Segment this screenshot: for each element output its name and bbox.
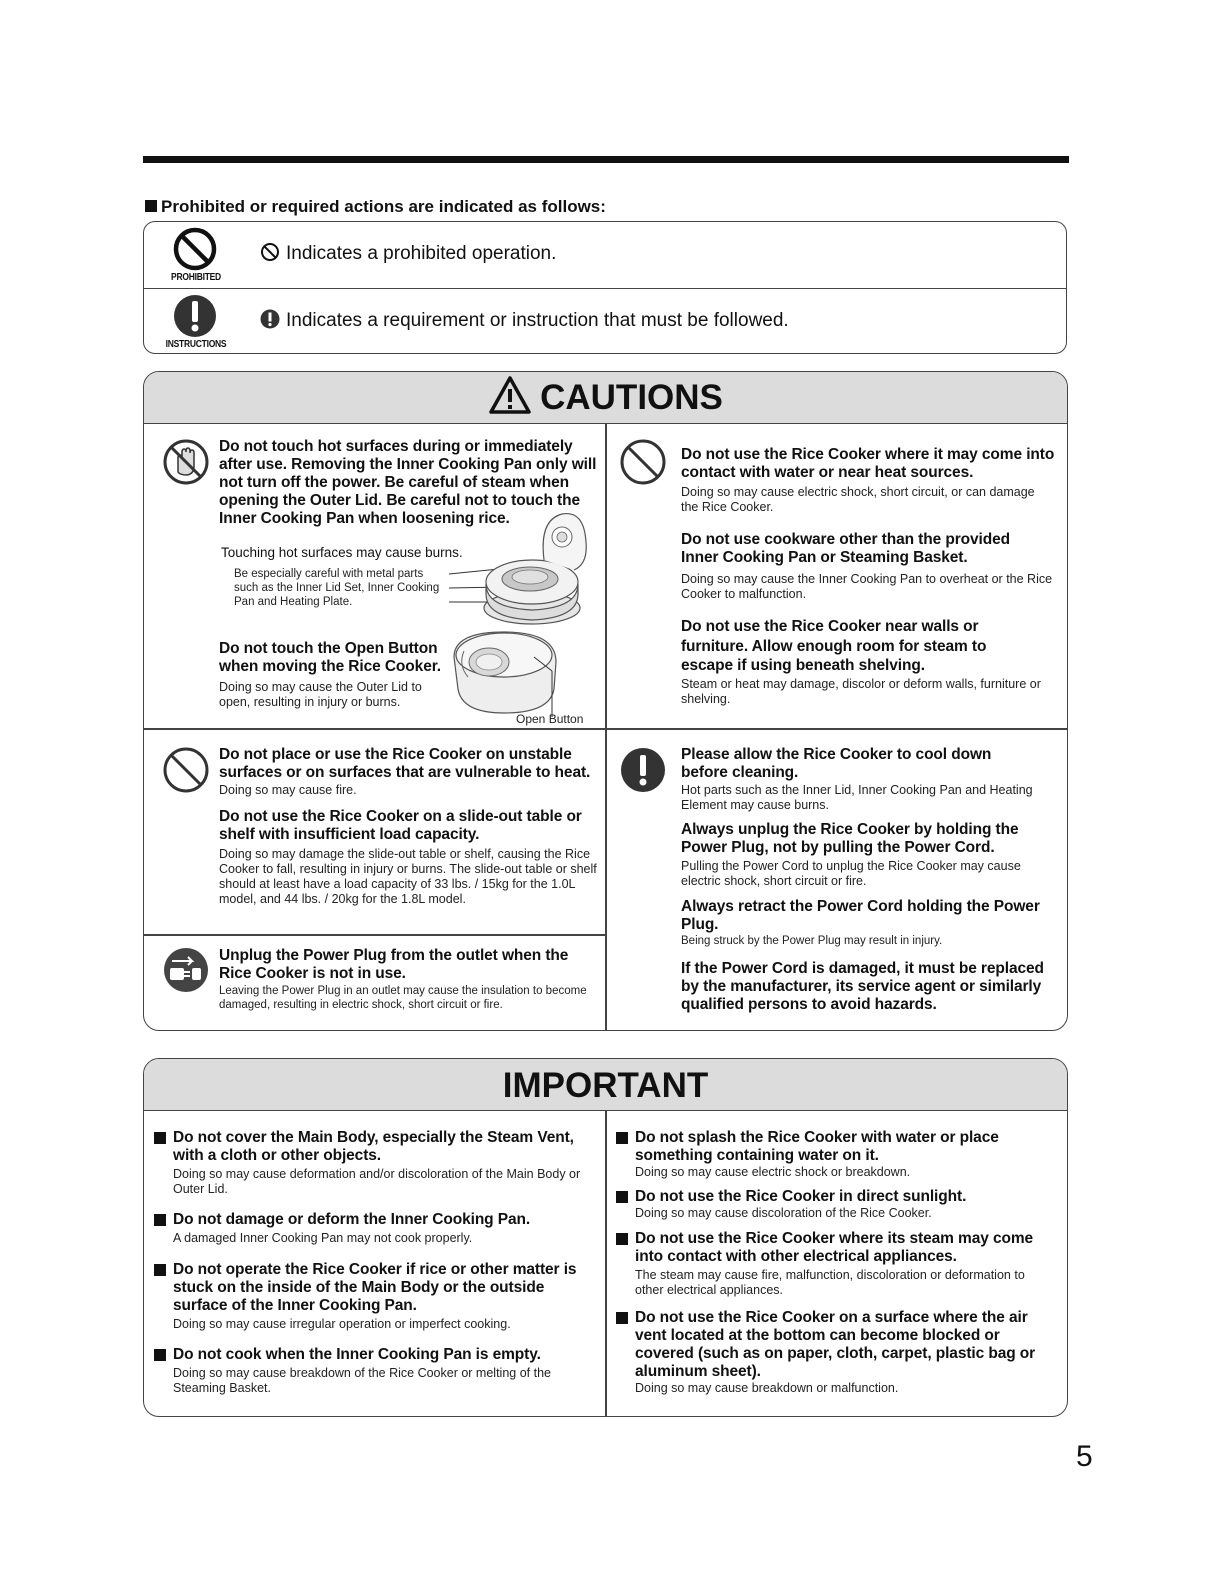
bullet-square-icon [154,1214,166,1226]
important-item-left-4 [154,1346,599,1396]
caution-slide-out-body: Doing so may damage the slide-out table or shelf, causing the Rice Cooker to fall, resulting in injury or burns. The slide-out table or shelf should at least have a load capacity of 33 lbs. / 15kg for the 1.0L model, and 44 lbs. / 20kg for the 1.8L model. [219,847,597,906]
caution-water-heat-heading: Do not use the Rice Cooker where it may come into contact with water or near heat sources. [681,446,1055,481]
cautions-header: CAUTIONS [144,372,1067,424]
important-header: IMPORTANT [144,1059,1067,1111]
caution-unplug-body: Leaving the Power Plug in an outlet may cause the insulation to become damaged, resulting in electric shock, short circuit or fire. [219,985,587,1011]
caution-hot-surfaces-heading: Do not touch hot surfaces during or immediately after use. Removing the Inner Cooking Pan only will not turn off the power. Be careful of steam when opening the Outer Lid. Be careful not to touch the Inner Cooking Pan when loosening rice. [219,438,597,527]
important-item-body: A damaged Inner Cooking Pan may not cook properly. [173,1231,473,1245]
prohibited-small-icon [260,242,280,262]
important-item-heading: Do not use the Rice Cooker in direct sunlight. [635,1188,967,1205]
bullet-square-icon [154,1264,166,1276]
caution-unplug-heading: Unplug the Power Plug from the outlet when the Rice Cooker is not in use. [219,947,569,982]
open-button-label: Open Button [516,712,584,726]
caution-open-button-body: Doing so may cause the Outer Lid to open, resulting in injury or burns. [219,680,422,709]
bullet-square-icon [145,200,157,212]
cautions-panel [143,371,1068,1031]
important-item-right-3 [616,1230,1056,1298]
top-rule [143,156,1069,163]
caution-walls-heading: Do not use the Rice Cooker near walls or furniture. Allow enough room for steam to escape if using beneath shelving. [681,618,987,674]
important-item-right-1 [616,1129,1056,1180]
warning-triangle-icon [488,375,532,415]
caution-unstable-heading: Do not place or use the Rice Cooker on unstable surfaces or on surfaces that are vulnerable to heat. [219,746,591,781]
important-item-heading: Do not cover the Main Body, especially the Steam Vent, with a cloth or other objects. [173,1129,574,1164]
important-item-right-4 [616,1309,1056,1396]
caution-unplug-plug-heading: Always unplug the Rice Cooker by holding the Power Plug, not by pulling the Power Cord. [681,821,1019,856]
important-item-heading: Do not cook when the Inner Cooking Pan is empty. [173,1346,541,1363]
important-item-heading: Do not damage or deform the Inner Cooking Pan. [173,1211,531,1228]
caution-water-heat-body: Doing so may cause electric shock, short circuit, or can damage the Rice Cooker. [681,485,1035,514]
cautions-column-divider [605,423,607,1031]
important-item-left-3 [154,1261,599,1332]
important-item-right-2 [616,1188,1056,1221]
instructions-caption: INSTRUCTIONS [165,339,227,350]
caution-unstable-body: Doing so may cause fire. [219,783,357,797]
caution-hot-surfaces-burns: Touching hot surfaces may cause burns. [221,545,463,560]
important-item-body: Doing so may cause breakdown of the Rice Cooker or melting of the Steaming Basket. [173,1366,551,1395]
prohibited-icon [172,226,218,272]
prohibited-caption: PROHIBITED [171,272,221,283]
bullet-square-icon [154,1132,166,1144]
bullet-square-icon [154,1349,166,1361]
instruction-small-icon [260,309,280,329]
unplug-icon [162,946,210,994]
bullet-square-icon [616,1191,628,1203]
legend-row-prohibited [144,222,1066,289]
prohibited-text: Indicates a prohibited operation. [260,242,556,265]
important-column-divider [605,1110,607,1417]
caution-cookware-body: Doing so may cause the Inner Cooking Pan to overheat or the Rice Cooker to malfunction. [681,572,1053,601]
important-item-heading: Do not use the Rice Cooker on a surface where the air vent located at the bottom can become blocked or covered (such as on paper, cloth, carpet, plastic bag or aluminum sheet). [635,1309,1036,1380]
no-touch-icon [162,438,210,486]
cautions-divider-left-2 [144,934,606,936]
important-item-heading: Do not use the Rice Cooker where its steam may come into contact with other electrical appliances. [635,1230,1034,1265]
caution-open-button-heading: Do not touch the Open Button when moving the Rice Cooker. [219,640,441,675]
important-item-body: Doing so may cause deformation and/or discoloration of the Main Body or Outer Lid. [173,1167,581,1196]
important-panel [143,1058,1068,1417]
bullet-square-icon [616,1312,628,1324]
important-item-heading: Do not operate the Rice Cooker if rice or other matter is stuck on the inside of the Main Body or the outside surface of the Inner Cooking Pan. [173,1261,577,1314]
legend-box [143,221,1067,354]
caution-cool-down-body: Hot parts such as the Inner Lid, Inner Cooking Pan and Heating Element may cause burns. [681,783,1033,812]
caution-retract-body: Being struck by the Power Plug may result in injury. [681,935,943,947]
legend-row-instructions [144,289,1066,355]
important-item-left-2 [154,1211,599,1246]
important-item-heading: Do not splash the Rice Cooker with water or place something containing water on it. [635,1129,999,1164]
rice-cooker-closed-illustration [434,627,594,717]
cautions-divider-left-1 [144,728,606,730]
prohibited-icon [162,746,210,794]
caution-walls-body: Steam or heat may damage, discolor or deform walls, furniture or shelving. [681,677,1041,706]
caution-slide-out-heading: Do not use the Rice Cooker on a slide-out table or shelf with insufficient load capacity. [219,808,582,843]
important-item-body: Doing so may cause irregular operation or imperfect cooking. [173,1317,511,1331]
important-item-body: The steam may cause fire, malfunction, discoloration or deformation to other electrical appliances. [635,1268,1025,1297]
legend-title: Prohibited or required actions are indicated as follows: [145,197,606,217]
caution-cool-down-heading: Please allow the Rice Cooker to cool down before cleaning. [681,746,992,781]
caution-retract-heading: Always retract the Power Cord holding the Power Plug. [681,898,1040,933]
important-item-body: Doing so may cause breakdown or malfunction. [635,1381,899,1395]
prohibited-icon [619,438,667,486]
cautions-divider-right-1 [606,728,1068,730]
important-item-body: Doing so may cause discoloration of the Rice Cooker. [635,1206,932,1220]
caution-cookware-heading: Do not use cookware other than the provided Inner Cooking Pan or Steaming Basket. [681,531,1010,566]
instruction-icon [619,746,667,794]
caution-metal-parts-note: Be especially careful with metal parts such as the Inner Lid Set, Inner Cooking Pan and Heating Plate. [234,568,440,608]
important-item-left-1 [154,1129,599,1197]
instructions-text: Indicates a requirement or instruction that must be followed. [260,309,789,332]
important-item-body: Doing so may cause electric shock or breakdown. [635,1165,911,1179]
instruction-icon [172,293,218,339]
caution-unplug-plug-body: Pulling the Power Cord to unplug the Rice Cooker may cause electric shock, short circuit or fire. [681,859,1021,888]
bullet-square-icon [616,1132,628,1144]
caution-damaged-cord-heading: If the Power Cord is damaged, it must be replaced by the manufacturer, its service agent or similarly qualified persons to avoid hazards. [681,960,1044,1013]
bullet-square-icon [616,1233,628,1245]
page-number: 5 [1076,1440,1093,1473]
rice-cooker-open-illustration [444,512,594,627]
